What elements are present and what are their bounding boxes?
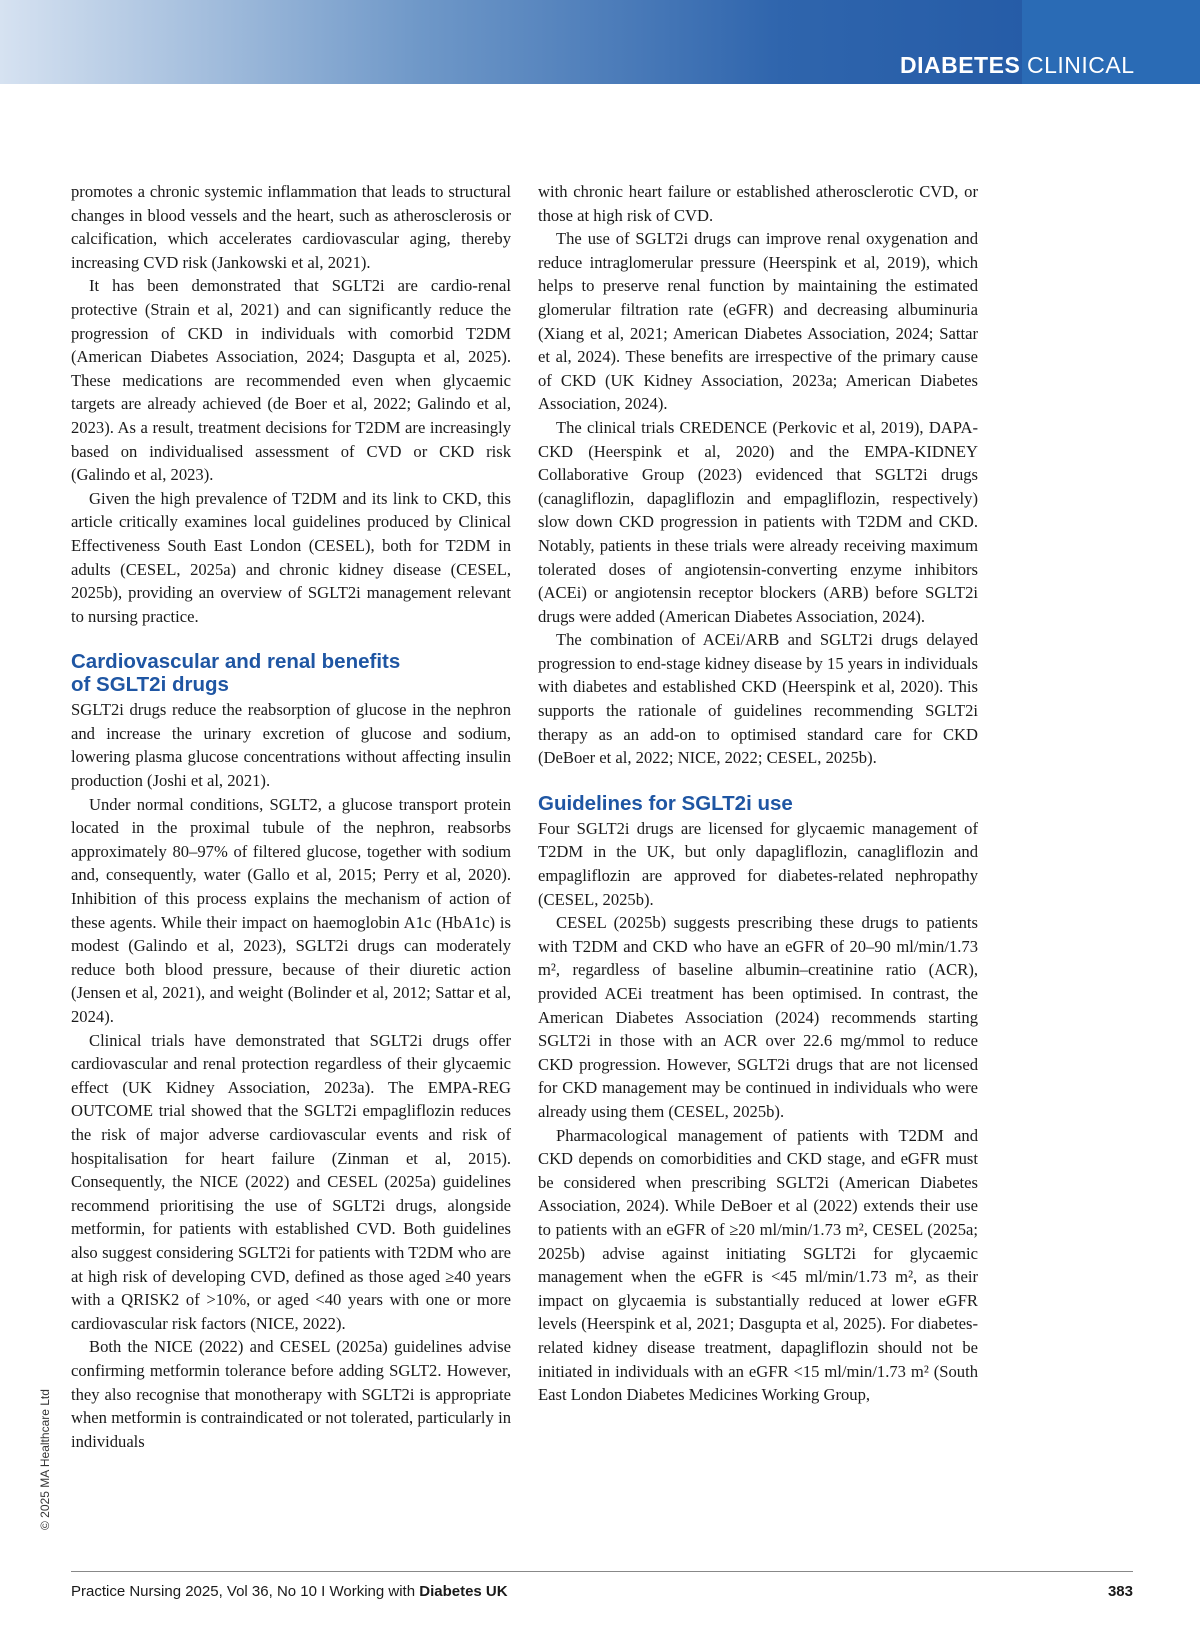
citation-partner: Diabetes UK [419, 1583, 508, 1600]
paragraph: Given the high prevalence of T2DM and its link to CKD, this article critically examines local guidelines produced by Clinical Effectiveness South East London (CESEL), both for T2DM in adults (CESEL, 2025a) and chronic kidney disease (CESEL, 2025b), providing an overview of SGLT2i management relevant to nursing practice. [71, 488, 511, 626]
paragraph: CESEL (2025b) suggests prescribing these drugs to patients with T2DM and CKD who have an eGFR of 20–90 ml/min/1.73 m², regardless of baseline albumin–creatinine ratio (ACR), provided ACEi treatment has been optimised. In contrast, the American Diabetes Association (2024) recommends starting SGLT2i in those with an ACR over 22.6 mg/mmol to reduce CKD progression. However, SGLT2i drugs that are not licensed for CKD management may be continued in individuals who were already using them (CESEL, 2025b). [538, 913, 978, 1121]
paragraph: The use of SGLT2i drugs can improve renal oxygenation and reduce intraglomerular pressure (Heerspink et al, 2019), which helps to preserve renal function by maintaining the estimated glomerular filtration rate (eGFR) and decreasing albuminuria (Xiang et al, 2021; American Diabetes Association, 2024; Sattar et al, 2024). These benefits are irrespective of the primary cause of CKD (UK Kidney Association, 2023a; American Diabetes Association, 2024). [538, 229, 978, 414]
paragraph: promotes a chronic systemic inflammation that leads to structural changes in blood vessels and the heart, such as atherosclerosis or calcification, which accelerates cardiovascular aging, thereby increasing CVD risk (Jankowski et al, 2021). [71, 182, 511, 272]
paragraph: with chronic heart failure or established atherosclerotic CVD, or those at high risk of CVD. [538, 182, 978, 225]
paragraph: Clinical trials have demonstrated that SGLT2i drugs offer cardiovascular and renal protection regardless of their glycaemic effect (UK Kidney Association, 2023a). The EMPA-REG OUTCOME trial showed that the SGLT2i empagliflozin reduces the risk of major adverse cardiovascular events and risk of hospitalisation for heart failure (Zinman et al, 2015). Consequently, the NICE (2022) and CESEL (2025a) guidelines recommend prioritising the use of SGLT2i drugs, alongside metformin, for patients with established CVD. Both guidelines also suggest considering SGLT2i for patients with T2DM who are at high risk of developing CVD, defined as those aged ≥40 years with a QRISK2 of >10%, or aged <40 years with one or more cardiovascular risk factors (NICE, 2022). [71, 1030, 511, 1333]
paragraph: Four SGLT2i drugs are licensed for glycaemic management of T2DM in the UK, but only dapagliflozin, canagliflozin and empagliflozin are approved for diabetes-related nephropathy (CESEL, 2025b). [538, 818, 978, 909]
paragraph: Pharmacological management of patients with T2DM and CKD depends on comorbidities and CKD stage, and eGFR must be considered when prescribing SGLT2i (American Diabetes Association, 2024). While DeBoer et al (2022) extends their use to patients with an eGFR of ≥20 ml/min/1.73 m², CESEL (2025a; 2025b) advise against initiating SGLT2i for glycaemic management when the eGFR is <45 ml/min/1.73 m², as their impact on glycaemia is substantially reduced at lower eGFR levels (Heerspink et al, 2021; Dasgupta et al, 2025). For diabetes-related kidney disease treatment, dapagliflozin should not be initiated in individuals with an eGFR <15 ml/min/1.73 m² (South East London Diabetes Medicines Working Group, [538, 1125, 978, 1405]
section-heading-cardiovascular-renal-benefits [71, 650, 511, 696]
paragraph: The clinical trials CREDENCE (Perkovic et al, 2019), DAPA-CKD (Heerspink et al, 2020) and the EMPA-KIDNEY Collaborative Group (2023) evidenced that SGLT2i drugs (canagliflozin, dapagliflozin and empagliflozin, respectively) slow down CKD progression in patients with T2DM and CKD. Notably, patients in these trials were already receiving maximum tolerated doses of angiotensin-converting enzyme inhibitors (ACEi) or angiotensin receptor blockers (ARB) before SGLT2i drugs were added (American Diabetes Association, 2024). [538, 417, 978, 626]
copyright-notice: © 2025 MA Healthcare Ltd [38, 1389, 52, 1530]
paragraph: The combination of ACEi/ARB and SGLT2i drugs delayed progression to end-stage kidney disease by 15 years in individuals with diabetes and established CKD (Heerspink et al, 2020). This supports the rationale of guidelines recommending SGLT2i therapy as an add-on to optimised standard care for CKD (DeBoer et al, 2022; NICE, 2022; CESEL, 2025b). [538, 630, 978, 768]
left-column [71, 180, 511, 1453]
paragraph: Both the NICE (2022) and CESEL (2025a) guidelines advise confirming metformin tolerance before adding SGLT2. However, they also recognise that monotherapy with SGLT2i is appropriate when metformin is contraindicated or not tolerated, particularly in individuals [71, 1337, 511, 1451]
page-number: 383 [1107, 1583, 1133, 1600]
citation-text: Practice Nursing 2025, Vol 36, No 10 I Working with [71, 1583, 420, 1600]
heading-line: of SGLT2i drugs [71, 673, 229, 697]
footer-citation [71, 1583, 508, 1600]
paragraph: SGLT2i drugs reduce the reabsorption of glucose in the nephron and increase the urinary excretion of glucose and sodium, lowering plasma glucose concentrations without affecting insulin production (Joshi et al, 2021). [71, 700, 511, 791]
section-label: CLINICAL [1027, 52, 1135, 78]
heading-line: Cardiovascular and renal benefits [71, 650, 401, 674]
paragraph: Under normal conditions, SGLT2, a glucose transport protein located in the proximal tubule of the nephron, reabsorbs approximately 80–97% of filtered glucose, together with sodium and, consequently, water (Gallo et al, 2015; Perry et al, 2020). Inhibition of this process explains the mechanism of action of these agents. While their impact on haemoglobin A1c (HbA1c) is modest (Galindo et al, 2023), SGLT2i drugs can moderately reduce both blood pressure, because of their diuretic action (Jensen et al, 2021), and weight (Bolinder et al, 2012; Sattar et al, 2024). [71, 794, 511, 1026]
paragraph: It has been demonstrated that SGLT2i are cardio-renal protective (Strain et al, 2021) and can significantly reduce the progression of CKD in individuals with comorbid T2DM (American Diabetes Association, 2024; Dasgupta et al, 2025). These medications are recommended even when glycaemic targets are already achieved (de Boer et al, 2022; Galindo et al, 2023). As a result, treatment decisions for T2DM are increasingly based on individualised assessment of CVD or CKD risk (Galindo et al, 2023). [71, 276, 511, 485]
running-header [900, 52, 1200, 82]
section-heading-guidelines: Guidelines for SGLT2i use [538, 791, 793, 815]
journal-brand: DIABETES [900, 52, 1021, 78]
right-column [538, 180, 978, 1407]
footer-divider [71, 1571, 1133, 1572]
